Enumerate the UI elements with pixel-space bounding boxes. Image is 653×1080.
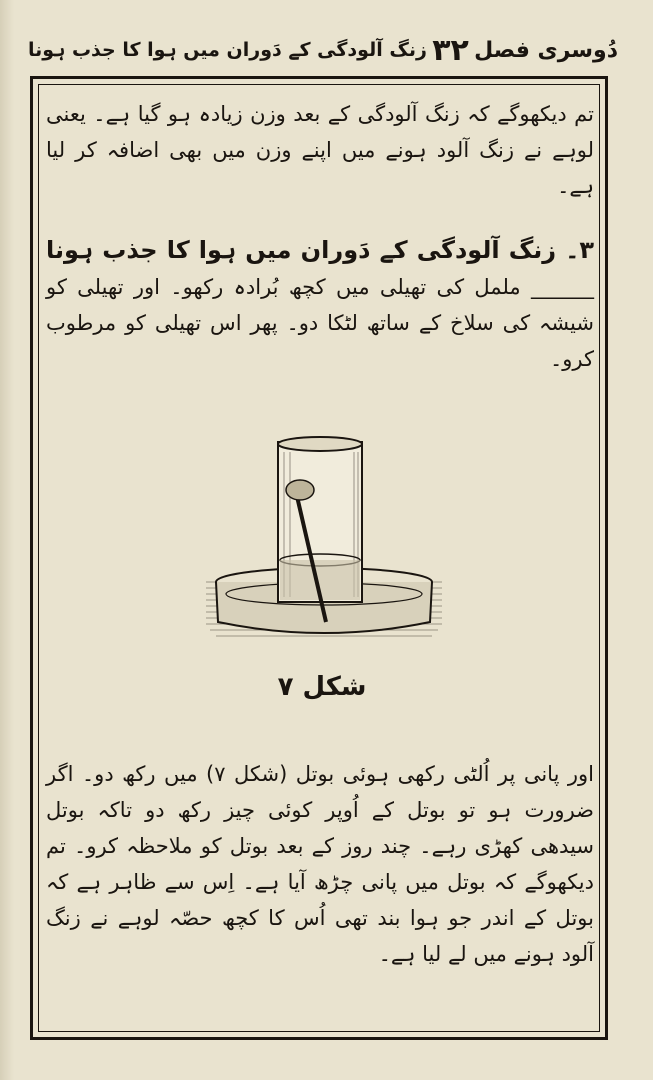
figure-bottle-in-dish (206, 432, 442, 662)
section-dash: ______ (531, 275, 594, 299)
chapter-label: دُوسری فصل (474, 37, 618, 63)
section-heading: ۳۔ زنگ آلودگی کے دَوران میں ہوا کا جذب ہونا (46, 236, 594, 264)
paragraph-top (46, 96, 594, 204)
figure-caption: شکل ۷ (277, 672, 367, 702)
running-title: زنگ آلودگی کے دَوران میں ہوا کا جذب ہونا (28, 39, 427, 61)
page-edge (0, 0, 14, 1080)
running-head (28, 22, 618, 78)
section-block (46, 232, 594, 377)
section-body: ململ کی تھیلی میں کچھ بُرادہ رکھو۔ اور تھیلی کو شیشہ کی سلاخ کے ساتھ لٹکا دو۔ پھر اس تھیلی کو مرطوب کرو۔ (46, 275, 594, 371)
page-number: ۳۲ (432, 32, 469, 68)
paragraph-bottom (46, 756, 594, 972)
paragraph-1: تم دیکھوگے کہ زنگ آلودگی کے بعد وزن زیادہ ہو گیا ہے۔ یعنی لوہے نے زنگ آلود ہونے میں اپنے وزن میں بھی اضافہ کر لیا ہے۔ (46, 102, 594, 198)
paragraph-2: اور پانی پر اُلٹی رکھی ہوئی بوتل (شکل ۷) میں رکھ دو۔ اگر ضرورت ہو تو بوتل کے اُوپر کوئی چیز رکھ دو تاکہ بوتل سیدھی کھڑی رہے۔ چند روز کے بعد بوتل کو ملاحظہ کرو۔ تم دیکھوگے کہ بوتل میں پانی چڑھ آیا ہے۔ اِس سے ظاہر ہے کہ بوتل کے اندر جو ہوا بند تھی اُس کا کچھ حصّہ لوہے نے زنگ آلود ہونے میں لے لیا ہے۔ (46, 762, 595, 966)
